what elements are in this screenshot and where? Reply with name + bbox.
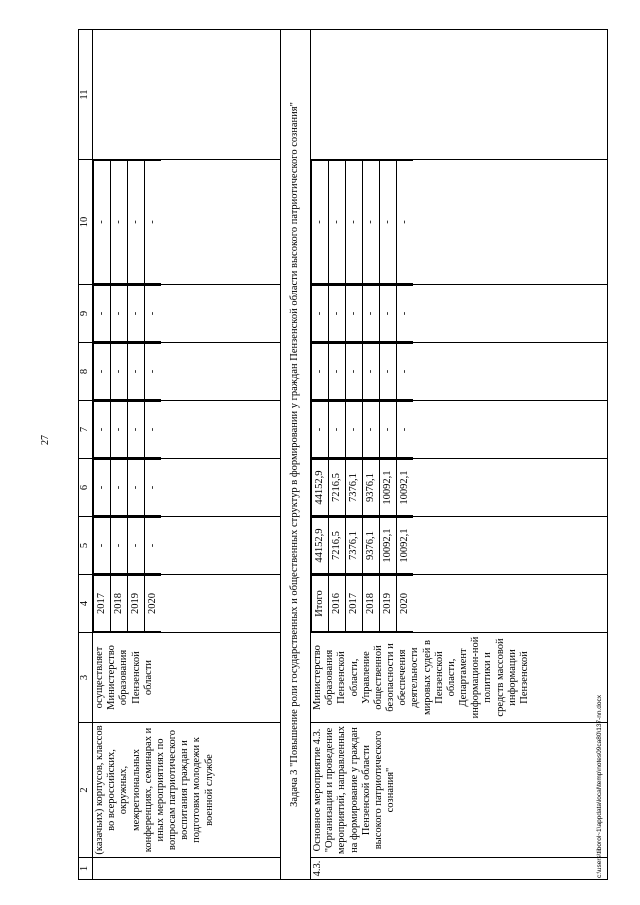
value-cell: - [145,518,162,574]
value-cell: 10092,1 [397,460,414,516]
value-cell: - [111,402,128,458]
block1-col9 [93,285,281,343]
value-cell: - [329,402,346,458]
value-cell: - [397,402,414,458]
block1-number [93,858,281,880]
year-cell: 2016 [329,576,346,632]
header-cell: 8 [79,343,93,401]
header-cell: 10 [79,160,93,285]
value-cell: - [346,344,363,400]
value-cell: - [145,286,162,342]
year-cell: 2018 [111,576,128,632]
block1-description: (казачьих) корпусов, классов во всероссийских, окружных, межрегиональных конференциях, семинарах и иных мероприятиях по вопросам патриотического воспитания граждан и подготовки молодежи к военной службе [93,723,281,858]
task3-heading: Задача 3 "Повышение роли государственных и общественных структур в формировании у граждан Пензенской области высокого патриотического сознания" [281,30,311,880]
value-cell: 9376,1 [363,460,380,516]
block1-col7 [93,401,281,459]
value-cell: - [145,161,162,284]
value-cell: - [312,161,329,284]
block1-row [93,30,281,880]
header-cell: 11 [79,30,93,160]
value-cell: 7376,1 [346,518,363,574]
block2-executor: Министерство образования Пензенской области, Управление общественной безопасности и обеспечения деятельности мировых судей в Пензенской области, Департамент информацион-ной политики и средств массовой информации Пензенской [311,633,608,723]
value-cell: - [363,344,380,400]
footer-file-path: c:\users\tiborol~1\appdata\local\temp\notes09ca80\137-nn.docx [596,694,603,878]
block2-col10 [311,160,608,285]
value-cell: - [363,286,380,342]
value-cell: - [329,344,346,400]
block2-number: 4.3. [311,858,608,880]
header-cell: 6 [79,459,93,517]
header-cell: 7 [79,401,93,459]
year-cell: 2017 [346,576,363,632]
value-cell: 7376,1 [346,460,363,516]
value-cell: - [128,402,145,458]
value-cell: - [363,402,380,458]
value-cell: - [111,161,128,284]
value-cell: - [397,286,414,342]
value-cell: - [145,344,162,400]
value-cell: - [346,161,363,284]
value-cell: - [312,344,329,400]
block1-executor: осуществляет Министерство образования Пензенской области [93,633,281,723]
value-cell: - [397,344,414,400]
value-cell: - [380,286,397,342]
block1-col6 [93,459,281,517]
value-cell: - [380,161,397,284]
block1-years [93,575,281,633]
header-row [79,30,93,880]
page-number: 27 [40,435,51,445]
program-table [78,29,608,880]
header-cell: 1 [79,858,93,880]
block2-col6 [311,459,608,517]
value-cell: - [145,402,162,458]
block2-row [311,30,608,880]
header-cell: 2 [79,723,93,858]
block2-col11 [311,30,608,160]
header-cell: 5 [79,517,93,575]
value-cell: 7216,5 [329,460,346,516]
block2-col7 [311,401,608,459]
value-cell: - [94,286,111,342]
value-cell: - [380,344,397,400]
value-cell: 9376,1 [363,518,380,574]
value-cell: - [128,518,145,574]
value-cell: 10092,1 [380,518,397,574]
value-cell: - [346,402,363,458]
block2-description: Основное мероприятие 4.3. "Организация и проведение мероприятий, направленных на формирование у граждан Пензенской области высокого патриотического сознания" [311,723,608,858]
block2-years [311,575,608,633]
rotated-table-container [78,30,608,880]
header-cell: 3 [79,633,93,723]
value-cell: - [94,402,111,458]
value-cell: - [380,402,397,458]
year-cell: 2019 [380,576,397,632]
value-cell: 44152,9 [312,518,329,574]
value-cell: - [397,161,414,284]
value-cell: - [94,518,111,574]
value-cell: - [128,161,145,284]
task3-row [281,30,311,880]
header-cell: 4 [79,575,93,633]
value-cell: - [111,286,128,342]
block1-col5 [93,517,281,575]
value-cell: - [94,344,111,400]
value-cell: - [128,460,145,516]
value-cell: - [346,286,363,342]
value-cell: 10092,1 [380,460,397,516]
value-cell: - [145,460,162,516]
year-cell: 2019 [128,576,145,632]
value-cell: - [312,402,329,458]
value-cell: - [94,161,111,284]
block2-col5 [311,517,608,575]
header-cell: 9 [79,285,93,343]
value-cell: - [94,460,111,516]
value-cell: - [128,286,145,342]
block1-col11 [93,30,281,160]
value-cell: 7216,5 [329,518,346,574]
block2-col9 [311,285,608,343]
block1-col10 [93,160,281,285]
value-cell: 44152,9 [312,460,329,516]
value-cell: - [329,286,346,342]
value-cell: - [111,344,128,400]
value-cell: - [111,460,128,516]
value-cell: - [128,344,145,400]
year-cell: Итого [312,576,329,632]
value-cell: - [111,518,128,574]
value-cell: 10092,1 [397,518,414,574]
block2-col8 [311,343,608,401]
value-cell: - [312,286,329,342]
year-cell: 2018 [363,576,380,632]
year-cell: 2020 [145,576,162,632]
value-cell: - [363,161,380,284]
block1-col8 [93,343,281,401]
year-cell: 2020 [397,576,414,632]
year-cell: 2017 [94,576,111,632]
value-cell: - [329,161,346,284]
